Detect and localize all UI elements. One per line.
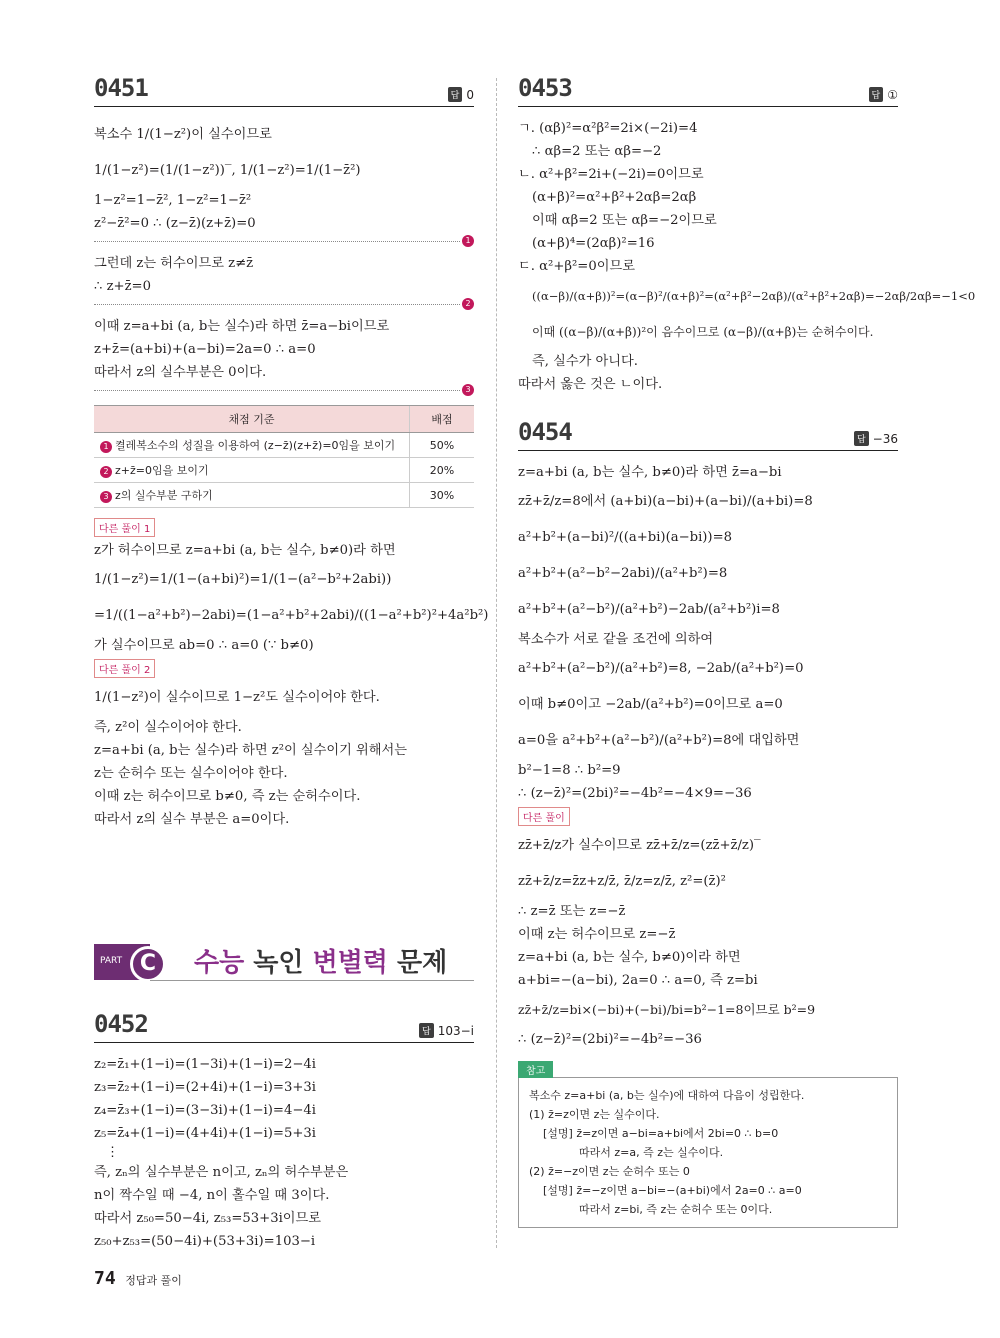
solution-line: 즉, z²이 실수이어야 한다. [94,720,242,735]
solution-line: ㄴ. α²+β²=2i+(−2i)=0이므로 [518,167,704,182]
solution-line: ∴ z+z̄=0 [94,279,151,294]
page-number: 74 [94,1268,116,1289]
row-marker: 3 [100,491,112,503]
solution-line: 따라서 z의 실수부분은 0이다. [94,365,267,380]
solution-line: ⋮ [106,1145,120,1160]
problem-header-0451 [94,74,474,107]
solution-line: zz̄+z̄/z=z̄z+z/z̄, z̄/z=z/z̄, z²=(z̄)² [518,874,726,889]
solution-line: 따라서 z₅₀=50−4i, z₅₃=53+3i이므로 [94,1211,322,1226]
table-row [94,458,474,483]
solution-line: z₅₀+z₅₃=(50−4i)+(53+3i)=103−i [94,1234,316,1249]
solution-line: ㄱ. (αβ)²=α²β²=2i×(−2i)=4 [518,121,698,136]
problem-number: 0454 [518,418,572,446]
reference-line: 따라서 z=bi, 즉 z는 순허수 또는 0이다. [579,1203,773,1216]
solution-line: ∴ (z−z̄)²=(2bi)²=−4b²=−4×9=−36 [518,786,752,801]
page-footer [94,1268,182,1289]
answer-badge: 답 [448,87,463,102]
solution-line: z₅=z̄₄+(1−i)=(4+4i)+(1−i)=5+3i [94,1126,316,1141]
answer-value: ① [887,87,898,102]
solution-line: z₃=z̄₂+(1−i)=(2+4i)+(1−i)=3+3i [94,1080,316,1095]
solution-line: a²+b²+(a²−b²)/(a²+b²)=8, −2ab/(a²+b²)=0 [518,661,804,676]
solution-line: z₂=z̄₁+(1−i)=(1−3i)+(1−i)=2−4i [94,1057,316,1072]
solution-line: 이때 ((α−β)/(α+β))²이 음수이므로 (α−β)/(α+β)는 순허수이다. [532,325,874,339]
right-column [518,74,976,1228]
row-marker: 1 [100,441,112,453]
solution-line: n이 짝수일 때 −4, n이 홀수일 때 3이다. [94,1188,330,1203]
problem-0452 [94,1010,474,1253]
solution-line: a²+b²+(a−bi)²/((a+bi)(a−bi))=8 [518,530,733,545]
answer-badge: 답 [869,87,884,102]
criteria-item: z+z̄=0임을 보이기 [115,464,209,477]
solution-line: z=a+bi (a, b는 실수, b≠0)이라 하면 [518,950,741,965]
part-title-a: 수능 [194,948,245,978]
solution-line: =1/((1−a²+b²)−2abi)=(1−a²+b²+2abi)/((1−a²+b²)²+4a²b²) [94,608,489,623]
alt-solution-tag: 다른 풀이 [518,807,570,826]
solution-line: ((α−β)/(α+β))²=(α−β)²/(α+β)²=(α²+β²−2αβ)/(α²+β²+2αβ)=−2αβ/2αβ=−1<0 [532,289,976,303]
solution-line: a=0을 a²+b²+(a²−b²)/(a²+b²)=8에 대입하면 [518,733,800,748]
part-letter: C [130,946,166,982]
solution-line: a²+b²+(a²−b²−2abi)/(a²+b²)=8 [518,566,728,581]
banner-underline [150,980,474,981]
solution-line: 이때 z는 허수이므로 z=−z̄ [518,927,676,942]
solution-line: z=a+bi (a, b는 실수, b≠0)라 하면 z̄=a−bi [518,465,782,480]
problem-header-0452 [94,1010,474,1043]
step-marker: 3 [462,384,474,396]
reference-line: (2) z̄=−z이면 z는 순허수 또는 0 [529,1165,690,1178]
solution-line: 즉, 실수가 아니다. [532,354,638,369]
solution-line: 이때 z=a+bi (a, b는 실수)라 하면 z̄=a−bi이므로 [94,319,390,334]
step-marker: 2 [462,298,474,310]
solution-line: z₄=z̄₃+(1−i)=(3−3i)+(1−i)=4−4i [94,1103,316,1118]
criteria-score: 50% [410,433,475,458]
solution-line: 그런데 z는 허수이므로 z≠z̄ [94,256,254,271]
solution-line: z가 허수이므로 z=a+bi (a, b는 실수, b≠0)라 하면 [94,543,396,558]
answer [419,1023,474,1038]
solution-line: 따라서 z의 실수 부분은 a=0이다. [94,812,290,827]
solution-line: 가 실수이므로 ab=0 ∴ a=0 (∵ b≠0) [94,638,314,653]
solution-line: 따라서 옳은 것은 ㄴ이다. [518,377,663,392]
problem-number: 0453 [518,74,572,102]
solution-line: a+bi=−(a−bi), 2a=0 ∴ a=0, 즉 z=bi [518,973,758,988]
solution-line: 복소수 1/(1−z²)이 실수이므로 [94,127,272,142]
problem-number: 0451 [94,74,148,102]
step-divider [94,299,471,308]
reference-section [518,1059,898,1228]
problem-number: 0452 [94,1010,148,1038]
table-row [94,433,474,458]
reference-line: [설명] z̄=z이면 a−bi=a+bi에서 2bi=0 ∴ b=0 [543,1127,779,1140]
solution-line: z+z̄=(a+bi)+(a−bi)=2a=0 ∴ a=0 [94,342,316,357]
reference-tag: 참고 [518,1061,553,1078]
solution-line: z=a+bi (a, b는 실수)라 하면 z²이 실수이기 위해서는 [94,743,408,758]
grading-criteria-table [94,405,474,508]
solution-line: 1/(1−z²)이 실수이므로 1−z²도 실수이어야 한다. [94,690,380,705]
answer-value: −36 [872,431,898,446]
problem-header-0453 [518,74,898,107]
solution-line: zz̄+z̄/z가 실수이므로 zz̄+z̄/z=(zz̄+z̄/z)‾ [518,838,761,853]
solution-line: b²−1=8 ∴ b²=9 [518,763,621,778]
reference-line: 따라서 z=a, 즉 z는 실수이다. [579,1146,724,1159]
solution-line: (α+β)²=α²+β²+2αβ=2αβ [532,190,697,205]
step-divider [94,236,471,245]
answer [448,87,474,102]
solution-line: ∴ αβ=2 또는 αβ=−2 [532,144,662,159]
score-header: 배점 [410,406,475,433]
solution-line: 1−z²=1−z̄², 1−z²=1−z̄² [94,193,252,208]
reference-line: 복소수 z=a+bi (a, b는 실수)에 대하여 다음이 성립한다. [529,1089,805,1102]
row-marker: 2 [100,466,112,478]
criteria-score: 30% [410,483,475,508]
alt-solution-tag: 다른 풀이 2 [94,659,155,678]
part-title-b: 녹인 [244,948,313,978]
reference-line: [설명] z̄=−z이면 a−bi=−(a+bi)에서 2a=0 ∴ a=0 [543,1184,802,1197]
reference-box [518,1077,898,1228]
solution-line: zz̄+z̄/z=bi×(−bi)+(−bi)/bi=b²−1=8이므로 b²=9 [518,1002,816,1017]
criteria-item: z의 실수부분 구하기 [115,489,213,502]
step-divider [94,385,471,394]
solution-line: ㄷ. α²+β²=0이므로 [518,259,635,274]
problem-header-0454 [518,418,898,451]
alt-solution-tag: 다른 풀이 1 [94,518,155,537]
criteria-header: 채점 기준 [94,406,410,433]
solution-line: 이때 z는 허수이므로 b≠0, 즉 z는 순허수이다. [94,789,361,804]
left-column [94,74,489,831]
part-label: PART [100,956,123,966]
reference-line: (1) z̄=z이면 z는 실수이다. [529,1108,660,1121]
column-divider [496,78,497,1248]
part-c-banner [94,936,474,990]
solution-line: a²+b²+(a²−b²)/(a²+b²)−2ab/(a²+b²)i=8 [518,602,780,617]
solution-line: z는 순허수 또는 실수이어야 한다. [94,766,288,781]
criteria-item: 켤레복소수의 성질을 이용하여 (z−z̄)(z+z̄)=0임을 보이기 [115,439,396,452]
answer-value: 103−i [437,1023,474,1038]
step-marker: 1 [462,235,474,247]
part-title-c: 변별력 [312,948,388,978]
part-title [194,942,447,979]
answer [854,431,898,446]
answer-badge: 답 [854,431,869,446]
part-title-d: 문제 [387,948,448,978]
solution-line: 1/(1−z²)=1/(1−(a+bi)²)=1/(1−(a²−b²+2abi)) [94,572,392,587]
footer-label: 정답과 풀이 [125,1274,182,1287]
solution-line: (α+β)⁴=(2αβ)²=16 [532,236,655,251]
criteria-score: 20% [410,458,475,483]
answer [869,87,898,102]
solution-line: ∴ z=z̄ 또는 z=−z̄ [518,904,626,919]
solution-line: zz̄+z̄/z=8에서 (a+bi)(a−bi)+(a−bi)/(a+bi)=8 [518,494,813,509]
solution-line: 1/(1−z²)=(1/(1−z²))‾, 1/(1−z²)=1/(1−z̄²) [94,163,361,178]
solution-line: ∴ (z−z̄)²=(2bi)²=−4b²=−36 [518,1032,702,1047]
answer-badge: 답 [419,1023,434,1038]
solution-line: 즉, zₙ의 실수부분은 n이고, zₙ의 허수부분은 [94,1165,349,1180]
solution-line: 복소수가 서로 같을 조건에 의하여 [518,632,714,647]
solution-line: 이때 αβ=2 또는 αβ=−2이므로 [532,213,717,228]
answer-value: 0 [466,87,474,102]
solution-line: z²−z̄²=0 ∴ (z−z̄)(z+z̄)=0 [94,216,256,231]
table-row [94,483,474,508]
solution-line: 이때 b≠0이고 −2ab/(a²+b²)=0이므로 a=0 [518,697,783,712]
